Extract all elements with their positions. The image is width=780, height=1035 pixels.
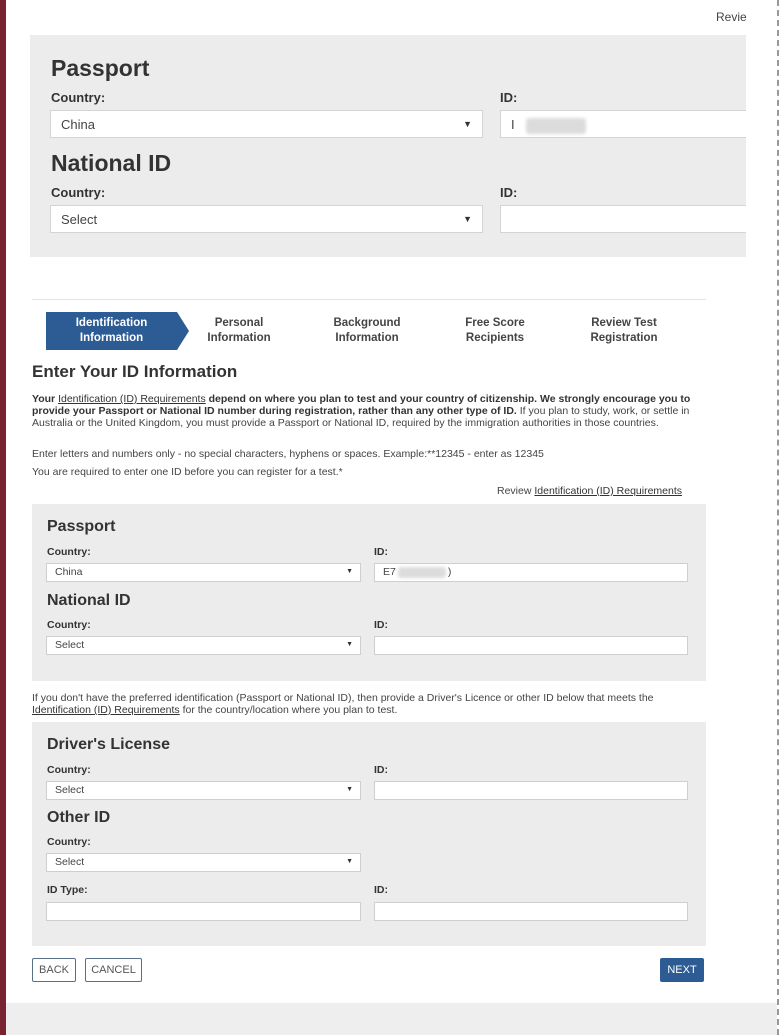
step-personal[interactable] xyxy=(196,312,282,350)
zoom-passport-country-select[interactable] xyxy=(50,110,483,138)
drivers-country-select[interactable] xyxy=(46,781,361,800)
step-label: Personal Information xyxy=(207,317,271,344)
drivers-license-title: Driver's License xyxy=(47,736,170,753)
format-note: Enter letters and numbers only - no special characters, hyphens or spaces. Example:**12345 - enter as 12345 xyxy=(32,448,544,460)
zoom-national-title: National ID xyxy=(51,150,172,176)
other-country-value: Select xyxy=(55,856,85,868)
national-id-input[interactable] xyxy=(374,636,688,655)
drivers-country-label: Country: xyxy=(47,764,91,776)
cancel-button[interactable]: CANCEL xyxy=(85,958,142,982)
passport-country-select[interactable] xyxy=(46,563,361,582)
other-id-input[interactable] xyxy=(374,902,688,921)
right-dashed-border xyxy=(777,0,779,1035)
zoom-passport-id-input[interactable] xyxy=(500,110,746,138)
step-review[interactable] xyxy=(576,312,672,350)
zoom-passport-country-value: China xyxy=(61,117,95,132)
passport-id-suffix: ) xyxy=(447,566,452,578)
page-title: Enter Your ID Information xyxy=(32,362,238,381)
zoom-passport-title: Passport xyxy=(51,55,150,81)
chevron-down-icon: ▼ xyxy=(463,214,472,224)
alternative-id-panel xyxy=(32,722,706,946)
zoom-national-id-label: ID: xyxy=(500,185,518,200)
review-requirements-link[interactable]: Identification (ID) Requirements xyxy=(534,485,683,497)
back-button[interactable]: BACK xyxy=(32,958,76,982)
fallback-post: for the country/location where you plan to test. xyxy=(179,704,398,716)
zoom-passport-country-label: Country: xyxy=(51,90,106,105)
intro-your: Your xyxy=(32,393,59,405)
intro-rest: If you plan to study, work, or settle in Australia or the United Kingdom, you must provide a Passport or National ID, required by the immigration authorities in those countries. xyxy=(32,405,690,429)
id-type-input[interactable] xyxy=(46,902,361,921)
step-identification[interactable] xyxy=(46,312,177,350)
drivers-country-value: Select xyxy=(55,784,85,796)
section-divider xyxy=(32,299,706,300)
id-requirements-link[interactable]: Identification (ID) Requirements xyxy=(58,393,206,405)
chevron-down-icon: ▼ xyxy=(346,568,353,575)
national-id-title: National ID xyxy=(47,592,131,609)
national-country-value: Select xyxy=(55,639,85,651)
next-button[interactable]: NEXT xyxy=(660,958,704,982)
progress-steps xyxy=(46,312,706,350)
passport-id-input[interactable] xyxy=(374,563,688,582)
passport-country-value: China xyxy=(55,566,83,578)
intro-paragraph xyxy=(32,393,706,429)
zoom-review-text: Revie xyxy=(716,10,747,24)
step-arrow-indicator xyxy=(177,312,189,350)
other-country-label: Country: xyxy=(47,836,91,848)
step-score-recipients[interactable] xyxy=(452,312,538,350)
national-country-label: Country: xyxy=(47,619,91,631)
review-requirements xyxy=(497,485,682,497)
passport-country-label: Country: xyxy=(47,546,91,558)
zoomed-id-panel xyxy=(30,35,746,257)
id-type-label: ID Type: xyxy=(47,884,88,896)
step-label: Review Test Registration xyxy=(590,317,658,344)
step-background[interactable] xyxy=(322,312,412,350)
drivers-id-input[interactable] xyxy=(374,781,688,800)
fallback-pre: If you don't have the preferred identification (Passport or National ID), then provide a Driver's Licence or other ID below that meets the xyxy=(32,692,654,704)
intro-emphasis: depend on where you plan to test and your country of citizenship. We strongly encourage you to provide your Passport or National ID number during registration, rather than any other type of ID. xyxy=(32,393,691,417)
passport-title: Passport xyxy=(47,518,116,535)
national-country-select[interactable] xyxy=(46,636,361,655)
review-prefix: Review xyxy=(497,485,535,497)
zoom-national-id-input[interactable] xyxy=(500,205,746,233)
step-label: Identification Information xyxy=(75,317,148,344)
fallback-requirements-link[interactable]: Identification (ID) Requirements xyxy=(32,704,180,716)
step-label: Free Score Recipients xyxy=(465,317,525,344)
passport-id-label: ID: xyxy=(374,546,388,558)
zoom-passport-id-value: I xyxy=(511,117,515,132)
chevron-down-icon: ▼ xyxy=(346,641,353,648)
step-label: Background Information xyxy=(333,317,401,344)
required-note: You are required to enter one ID before you can register for a test.* xyxy=(32,466,343,478)
zoom-passport-id-label: ID: xyxy=(500,90,518,105)
chevron-down-icon: ▼ xyxy=(463,119,472,129)
drivers-id-label: ID: xyxy=(374,764,388,776)
fallback-instructions xyxy=(32,692,706,716)
redaction-blur xyxy=(526,118,586,134)
zoom-national-country-value: Select xyxy=(61,212,98,227)
other-country-select[interactable] xyxy=(46,853,361,872)
other-id-title: Other ID xyxy=(47,809,111,826)
chevron-down-icon: ▼ xyxy=(346,858,353,865)
chevron-down-icon: ▼ xyxy=(346,786,353,793)
left-border xyxy=(0,0,6,1035)
page-footer-strip xyxy=(6,1003,777,1035)
zoom-national-country-label: Country: xyxy=(51,185,106,200)
redaction-blur xyxy=(398,567,446,578)
preferred-id-panel xyxy=(32,504,706,681)
zoom-national-country-select[interactable] xyxy=(50,205,483,233)
national-id-label: ID: xyxy=(374,619,388,631)
passport-id-prefix: E7 xyxy=(383,566,396,578)
other-id-label: ID: xyxy=(374,884,388,896)
